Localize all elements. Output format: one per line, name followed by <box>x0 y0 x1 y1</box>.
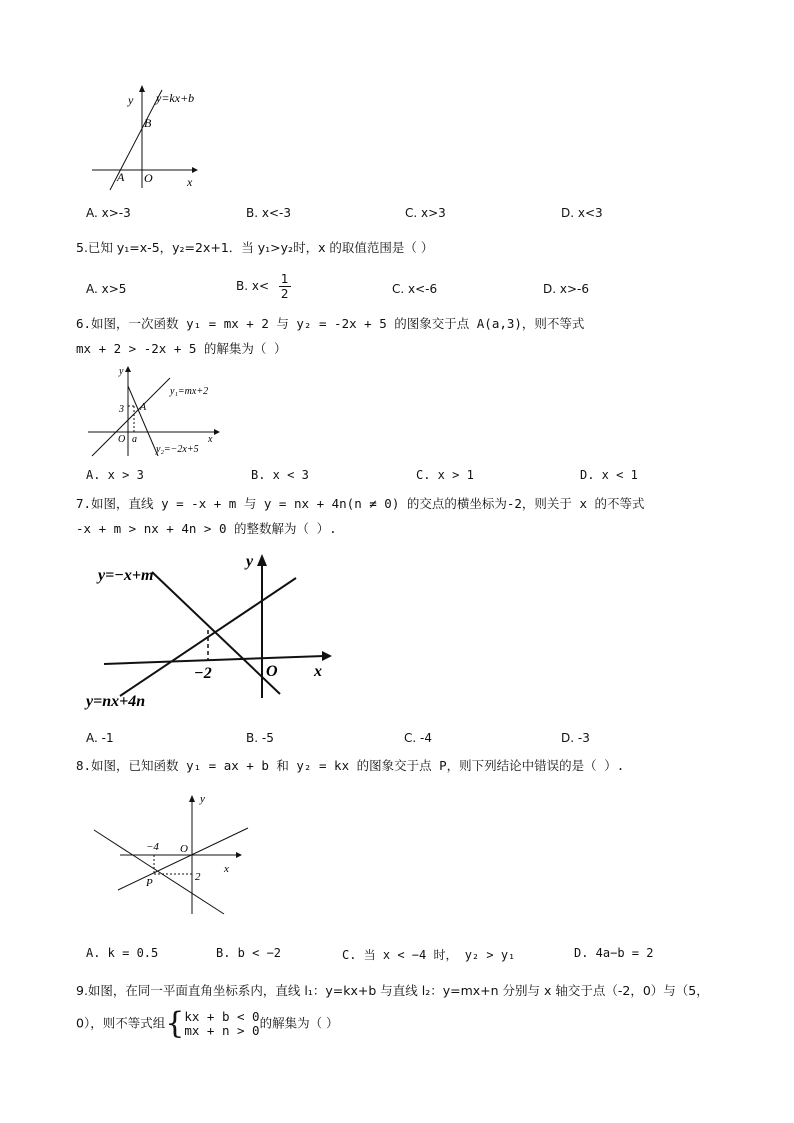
fig8-tick-2: 2 <box>195 871 201 883</box>
q5-option-b <box>236 272 291 301</box>
q7-stem-line2: -x + m > nx + 4n > 0 的整数解为（ ）. <box>76 521 337 536</box>
q5-option-d: D. x>-6 <box>543 282 589 296</box>
q6-option-d: D. x < 1 <box>580 468 638 482</box>
q9-inequality-2: mx + n > 0 <box>184 1023 260 1038</box>
fig8-y-label: y <box>200 793 205 805</box>
q6-stem-line2: mx + 2 > -2x + 5 的解集为（ ） <box>76 341 287 356</box>
fig6-origin: O <box>118 434 126 445</box>
q7-option-b: B. -5 <box>246 731 274 745</box>
q7-stem-line1: 7.如图，直线 y = -x + m 与 y = nx + 4n(n ≠ 0) 的交点的横坐标为-2，则关于 x 的不等式 <box>76 496 645 511</box>
q9-stem-line1: 9.如图，在同一平面直角坐标系内，直线 l₁：y=kx+b 与直线 l₂：y=mx+n 分别与 x 轴交于点（-2，0）与（5， <box>76 983 709 998</box>
fig7-x-label: x <box>314 663 322 680</box>
q9-brace: { <box>165 1006 185 1041</box>
q8-option-a: A. k = 0.5 <box>86 946 159 960</box>
fraction-denominator: 2 <box>280 287 289 301</box>
q4-option-c: C. x>3 <box>405 206 446 220</box>
fig6-x-label: x <box>208 434 213 445</box>
q8-option-b: B. b < −2 <box>216 946 282 960</box>
fig4-equation: y=kx+b <box>156 91 195 105</box>
fig4-point-a: A <box>117 170 125 184</box>
figure-q4 <box>80 80 230 200</box>
q6-option-b: B. x < 3 <box>251 468 309 482</box>
q6-stem-line1: 6.如图，一次函数 y₁ = mx + 2 与 y₂ = -2x + 5 的图象交于点 A(a,3)，则不等式 <box>76 316 585 331</box>
fig4-point-b: B <box>144 116 152 130</box>
q9-stem-prefix: 0），则不等式组 <box>76 1015 166 1031</box>
q9-inequality-system <box>184 1010 259 1038</box>
fig7-origin: O <box>266 663 278 680</box>
q6-option-c: C. x > 1 <box>416 468 474 482</box>
q5-option-c: C. x<-6 <box>392 282 438 296</box>
q8-option-d: D. 4a−b = 2 <box>574 946 654 960</box>
figure-q7 <box>80 544 350 714</box>
q5-option-b-fraction <box>279 272 291 301</box>
figure-q8 <box>90 790 260 920</box>
q5-stem: 5.已知 y₁=x-5，y₂=2x+1．当 y₁>y₂时，x 的取值范围是（ ） <box>76 240 434 255</box>
fig8-tick-neg4: −4 <box>146 841 159 853</box>
q7-option-a: A. -1 <box>86 731 114 745</box>
q8-option-c: C. 当 x < −4 时， y₂ > y₁ <box>342 948 516 962</box>
fraction-numerator: 1 <box>280 272 289 286</box>
fig4-x-label: x <box>187 175 193 189</box>
fig6-point-a: A <box>140 402 147 413</box>
fig7-line1-label: y=−x+m <box>98 567 154 584</box>
q7-option-d: D. -3 <box>561 731 590 745</box>
fig6-tick-a: a <box>132 434 137 445</box>
q5-option-b-text: B. x< <box>236 279 270 293</box>
fig8-x-label: x <box>224 863 229 875</box>
fig7-tick-neg2: −2 <box>194 665 212 682</box>
fig6-tick-3: 3 <box>119 404 124 415</box>
fig8-point-p: P <box>146 877 153 889</box>
fig7-y-label: y <box>246 553 254 570</box>
q8-stem: 8.如图，已知函数 y₁ = ax + b 和 y₂ = kx 的图象交于点 P，则下列结论中错误的是（ ）. <box>76 758 625 773</box>
fig7-line2-label: y=nx+4n <box>86 693 146 710</box>
q9-stem-suffix: 的解集为（ ） <box>259 1015 339 1031</box>
figure-q6 <box>84 364 224 464</box>
q4-option-b: B. x<-3 <box>246 206 291 220</box>
fig4-y-label: y <box>128 93 134 107</box>
q6-option-a: A. x > 3 <box>86 468 144 482</box>
fig8-origin: O <box>180 843 188 855</box>
q7-option-c: C. -4 <box>404 731 432 745</box>
q9-stem-line2 <box>76 1006 339 1041</box>
fig4-origin: O <box>144 171 153 185</box>
q4-option-a: A. x>-3 <box>86 206 131 220</box>
fig6-line-y1: y₁=mx+2 <box>170 386 209 397</box>
fig6-line-y2: y₂=−2x+5 <box>156 444 199 455</box>
q9-inequality-1: kx + b < 0 <box>184 1009 260 1024</box>
fig6-y-label: y <box>119 366 124 377</box>
q4-option-d: D. x<3 <box>561 206 603 220</box>
q5-option-a: A. x>5 <box>86 282 127 296</box>
